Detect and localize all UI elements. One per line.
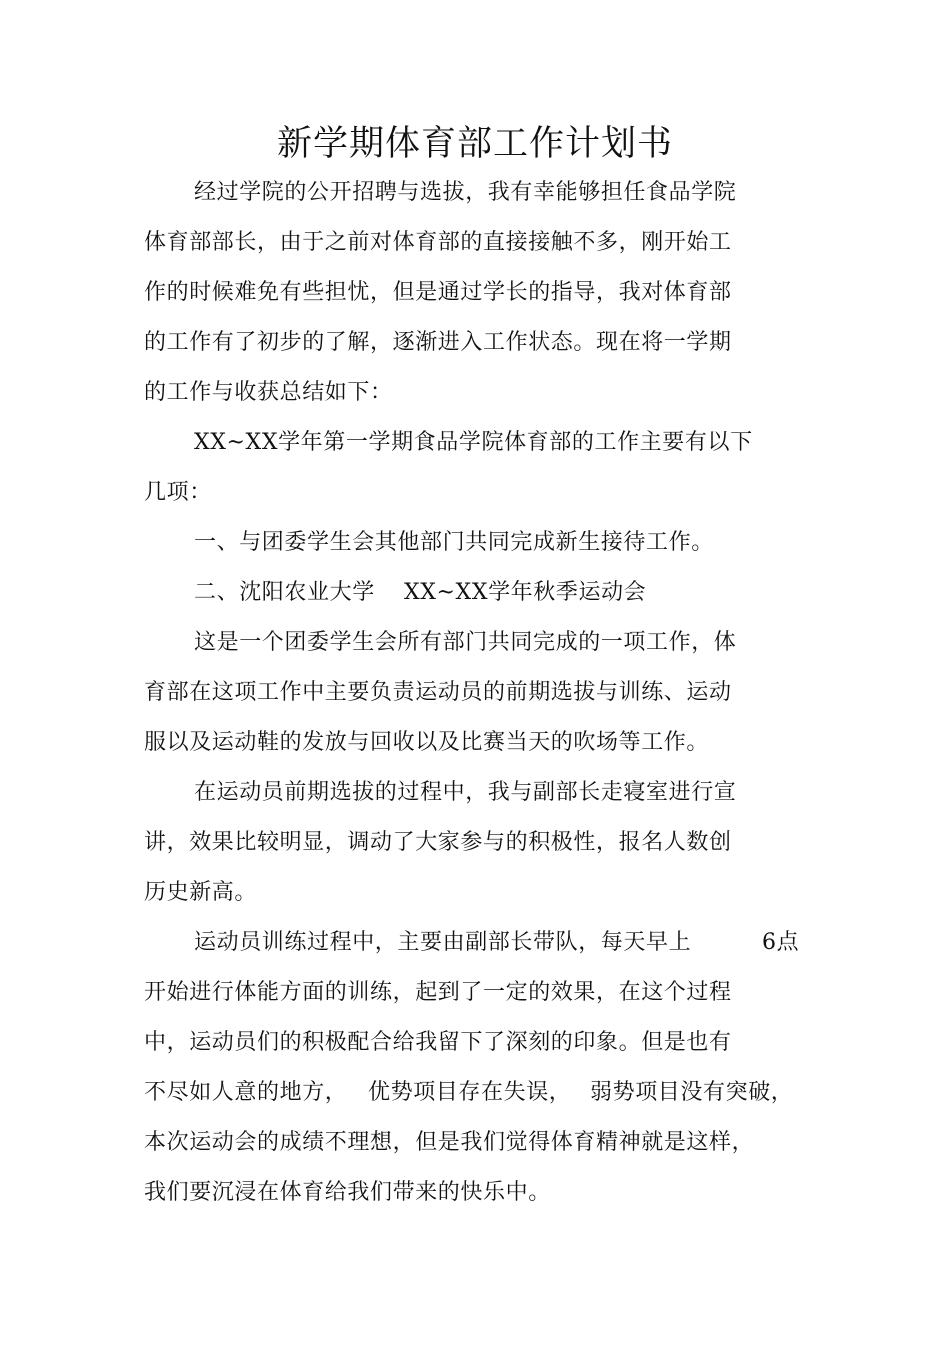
paragraph-4-line-1: 在运动员前期选拔的过程中，我与副部长走寝室进行宣 xyxy=(194,780,737,805)
paragraph-5-line-1-part-2: 6点 xyxy=(762,930,800,955)
paragraph-1-line-2: 体育部部长，由于之前对体育部的直接接触不多，刚开始工 xyxy=(144,230,732,255)
paragraph-5-line-5: 本次运动会的成绩不理想，但是我们觉得体育精神就是这样， xyxy=(144,1130,755,1155)
paragraph-5-line-2: 开始进行体能方面的训练，起到了一定的效果，在这个过程 xyxy=(144,980,732,1005)
item-1-line: 一、与团委学生会其他部门共同完成新生接待工作。 xyxy=(194,530,714,555)
paragraph-5-line-6: 我们要沉浸在体育给我们带来的快乐中。 xyxy=(144,1180,551,1205)
paragraph-1-line-1: 经过学院的公开招聘与选拔，我有幸能够担任食品学院 xyxy=(194,180,737,205)
paragraph-3-line-3: 服以及运动鞋的发放与回收以及比赛当天的吹场等工作。 xyxy=(144,730,710,755)
paragraph-4-line-3: 历史新高。 xyxy=(144,880,258,905)
paragraph-1-line-4: 的工作有了初步的了解，逐渐进入工作状态。现在将一学期 xyxy=(144,330,732,355)
item-2-line-part-2: XX~XX学年秋季运动会 xyxy=(404,580,647,605)
paragraph-3-line-2: 育部在这项工作中主要负责运动员的前期选拔与训练、运动 xyxy=(144,680,732,705)
paragraph-4-line-2: 讲，效果比较明显，调动了大家参与的积极性，报名人数创 xyxy=(144,830,732,855)
paragraph-5-line-4-part-1: 不尽如人意的地方， xyxy=(144,1080,348,1105)
document-title: 新学期体育部工作计划书 xyxy=(276,124,673,164)
paragraph-5-line-4-part-2: 优势项目存在失误， xyxy=(368,1080,572,1105)
paragraph-2-line-2: 几项： xyxy=(144,480,212,505)
paragraph-1-line-5: 的工作与收获总结如下： xyxy=(144,380,393,405)
paragraph-3-line-1: 这是一个团委学生会所有部门共同完成的一项工作，体 xyxy=(194,630,737,655)
paragraph-2-line-1: XX~XX学年第一学期食品学院体育部的工作主要有以下 xyxy=(194,430,753,455)
paragraph-5-line-3: 中，运动员们的积极配合给我留下了深刻的印象。但是也有 xyxy=(144,1030,732,1055)
item-2-line-part-1: 二、沈阳农业大学 xyxy=(194,580,375,605)
paragraph-5-line-4-part-3: 弱势项目没有突破， xyxy=(590,1080,794,1105)
paragraph-5-line-1-part-1: 运动员训练过程中，主要由副部长带队，每天早上 xyxy=(194,930,692,955)
paragraph-1-line-3: 作的时候难免有些担忧，但是通过学长的指导，我对体育部 xyxy=(144,280,732,305)
